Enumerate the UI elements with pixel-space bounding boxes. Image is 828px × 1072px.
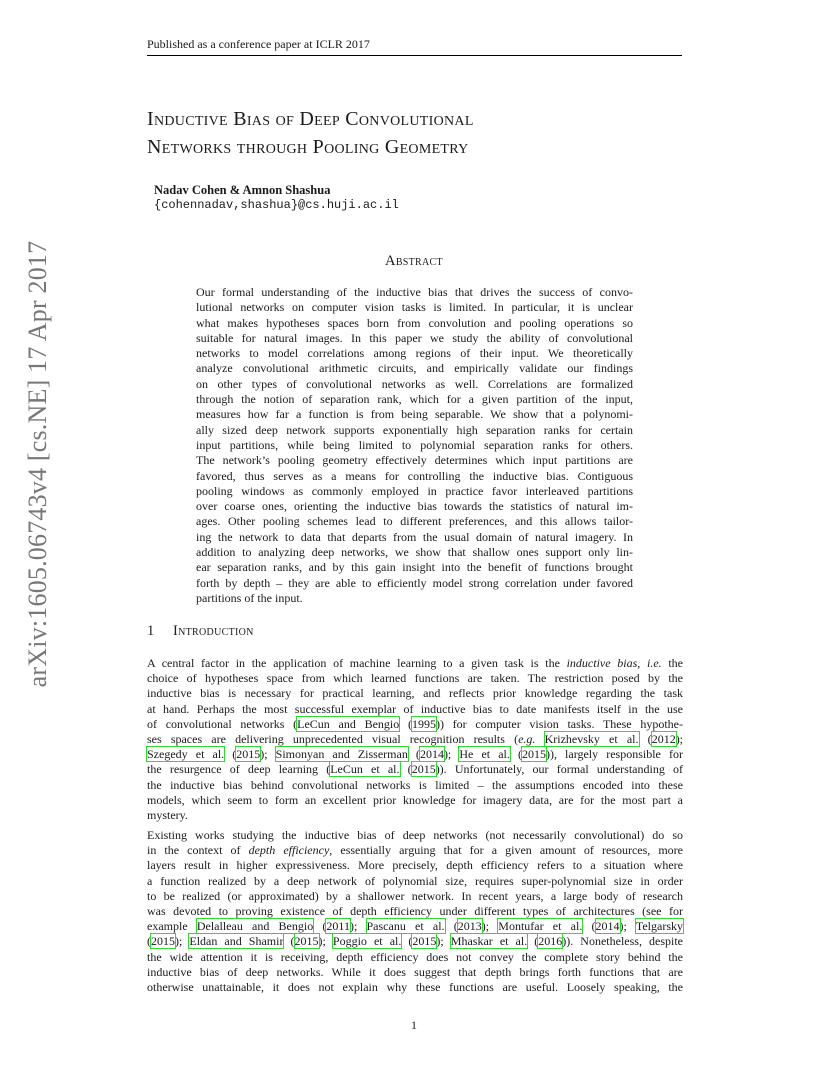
abstract-line: Our formal understanding of the inductive bias that drives the success of convo- (196, 285, 633, 299)
arxiv-identifier: arXiv:1605.06743v4 [cs.NE] 17 Apr 2017 (23, 240, 52, 688)
paragraph-line: a function realized by a deep network of polynomial size, requires super-polynomial size in order (147, 873, 683, 888)
abstract-line: pooling windows as commonly employed in practice favor interleaved partitions (196, 483, 633, 498)
section-heading-introduction (147, 623, 254, 640)
paragraph-line: ses spaces are delivering unprecedented visual recognition results (e.g. Krizhevsky et al. (2012); (147, 732, 684, 747)
paragraph-line: A central factor in the application of machine learning to a given task is the inductive bias, i.e. the (147, 656, 684, 670)
abstract-line: favored, thus serves as a means for controlling the inductive bias. Contiguous (196, 468, 633, 483)
citation-link[interactable]: 2014 (595, 919, 620, 934)
citation-link[interactable]: 2015 (294, 934, 319, 949)
section-number: 1 (147, 623, 155, 639)
emphasis: e.g. (518, 732, 536, 747)
citation-link[interactable]: 2013 (457, 919, 482, 934)
intro-paragraph-2 (147, 828, 683, 995)
paragraph-line: layers result in higher expressiveness. More precisely, depth efficiency refers to a situation where (147, 858, 683, 873)
emphasis: inductive bias (566, 656, 638, 670)
emphasis: depth efficiency (248, 843, 330, 858)
citation-link[interactable]: Telgarsky (635, 919, 683, 934)
title-line-1: Inductive Bias of Deep Convolutional (147, 108, 474, 130)
paragraph-line: to be realized (or approximated) by a shallower network. In recent years, a large body of research (147, 888, 683, 903)
citation-link[interactable]: Szegedy et al. (147, 747, 225, 762)
citation-link[interactable]: LeCun et al. (330, 762, 400, 777)
citation-link[interactable]: 2012 (651, 732, 676, 747)
abstract-line: what makes hypotheses spaces born from convolution and pooling operations so (196, 315, 633, 330)
citation-link[interactable]: 2014 (419, 747, 444, 762)
abstract-line: ages. Other pooling schemes lead to different preferences, and this allows tailor- (196, 514, 633, 529)
citation-link[interactable]: LeCun and Bengio (297, 716, 400, 731)
citation-link[interactable]: 2015 (412, 934, 437, 949)
paragraph-line: (2015); Eldan and Shamir (2015); Poggio et al. (2015); Mhaskar et al. (2016)). Nonetheless, despite (147, 934, 684, 949)
authors: Nadav Cohen & Amnon Shashua (154, 183, 331, 197)
paragraph-line: Existing works studying the inductive bias of deep networks (not necessarily convolutional) do so (147, 828, 683, 842)
abstract-line: over coarse ones, orienting the inductive bias towards the statistics of natural im- (196, 499, 633, 514)
citation-link[interactable]: 2015 (151, 934, 175, 949)
emphasis: i.e. (646, 656, 662, 670)
abstract-line: ally sized deep network supports exponentially high separation ranks for certain (196, 422, 633, 437)
abstract-line: ing the network to data that departs from the usual domain of natural imagery. In (196, 529, 633, 544)
citation-link[interactable]: Krizhevsky et al. (544, 732, 639, 747)
abstract-line: suitable for natural images. In this paper we study the ability of convolutional (196, 330, 633, 345)
author-emails: {cohennadav,shashua}@cs.huji.ac.il (154, 198, 399, 212)
intro-paragraph-1 (147, 656, 683, 823)
abstract-text (196, 285, 633, 606)
citation-link[interactable]: 2015 (521, 747, 546, 762)
citation-link[interactable]: He et al. (459, 747, 510, 762)
paragraph-line: of convolutional networks (LeCun and Bengio (1995)) for computer vision tasks. These hypothe- (147, 716, 683, 731)
abstract-line: lutional networks on computer vision tasks is limited. In particular, it is unclear (196, 300, 633, 315)
citation-link[interactable]: Eldan and Shamir (189, 934, 284, 949)
citation-link[interactable]: Poggio et al. (332, 934, 402, 949)
arxiv-sidebar (0, 0, 52, 1072)
citation-link[interactable]: Montufar et al. (498, 919, 583, 934)
abstract-line: addition to analyzing deep networks, we show that shallow ones support only lin- (196, 545, 633, 560)
citation-link[interactable]: 2015 (236, 747, 261, 762)
paragraph-line: the inductive bias behind convolutional networks is limited – the assumptions encoded into these (147, 777, 683, 792)
paragraph-line: inductive bias is necessary for practical learning, and reflects prior knowledge regarding the task (147, 686, 683, 701)
paragraph-line: the resurgence of deep learning (LeCun et al. (2015)). Unfortunately, our formal understanding of (147, 762, 684, 777)
citation-link[interactable]: 2016 (538, 934, 563, 949)
abstract-line: ear separation ranks, and by this gain insight into the benefit of functions brought (196, 560, 633, 575)
citation-link[interactable]: Pascanu et al. (366, 919, 445, 934)
citation-link[interactable]: 1995 (411, 716, 436, 731)
paragraph-line: example Delalleau and Bengio (2011); Pascanu et al. (2013); Montufar et al. (2014); Telgarsky (147, 919, 683, 934)
abstract-line: networks to model correlations among regions of their input. We theoretically (196, 346, 633, 361)
paragraph-line: models, which seem to form an excellent prior knowledge for imagery data, are for the most part a (147, 792, 683, 807)
title-line-2: Networks through Pooling Geometry (147, 136, 469, 158)
abstract-line: input partitions, while being limited to polynomial separation ranks for others. (196, 437, 633, 452)
abstract-line: forth by depth – they are able to efficiently model strong correlation under favored (196, 575, 633, 590)
abstract-line: through the notion of separation rank, which for a given partition of the input, (196, 392, 633, 407)
page-number: 1 (411, 1018, 417, 1032)
paragraph-line: choice of hypotheses space from which learned functions are taken. The restriction posed by the (147, 671, 683, 686)
paragraph-line: inductive bias of deep networks. While it does suggest that depth brings forth functions that are (147, 964, 683, 979)
citation-link[interactable]: 2015 (411, 762, 436, 777)
paper-title (147, 105, 707, 161)
abstract-line: on other types of convolutional networks as well. Correlations are formalized (196, 376, 633, 391)
running-header: Published as a conference paper at ICLR 2017 (147, 37, 370, 51)
paragraph-line: at hand. Perhaps the most successful exemplar of inductive bias to date manifests itself in the use (147, 701, 683, 716)
paragraph-line: was devoted to proving existence of depth efficiency under different types of architectures (see for (147, 904, 683, 919)
abstract-line: The network’s pooling geometry effectively determines which input partitions are (196, 453, 633, 468)
abstract-line: measures how far a function is from being separable. We show that a polynomi- (196, 407, 633, 422)
paragraph-line: otherwise unattainable, it does not explain why these functions are useful. Loosely speaking, the (147, 980, 683, 995)
paragraph-line: mystery. (147, 808, 188, 823)
abstract-line: partitions of the input. (196, 590, 303, 605)
header-rule (147, 55, 682, 56)
abstract-line: analyze convolutional arithmetic circuits, and empirically validate our findings (196, 361, 633, 376)
section-title: Introduction (173, 623, 254, 639)
paragraph-line: the wide attention it is receiving, depth efficiency does not convey the complete story behind the (147, 949, 683, 964)
paragraph-line: Szegedy et al. (2015); Simonyan and Zisserman (2014); He et al. (2015)), largely responsible for (147, 747, 683, 762)
citation-link[interactable]: 2011 (326, 919, 350, 934)
abstract-heading: Abstract (385, 253, 443, 269)
citation-link[interactable]: Delalleau and Bengio (196, 919, 314, 934)
paragraph-line: in the context of depth efficiency, essentially arguing that for a given amount of resources, more (147, 843, 683, 858)
citation-link[interactable]: Mhaskar et al. (450, 934, 528, 949)
citation-link[interactable]: Simonyan and Zisserman (275, 747, 408, 762)
